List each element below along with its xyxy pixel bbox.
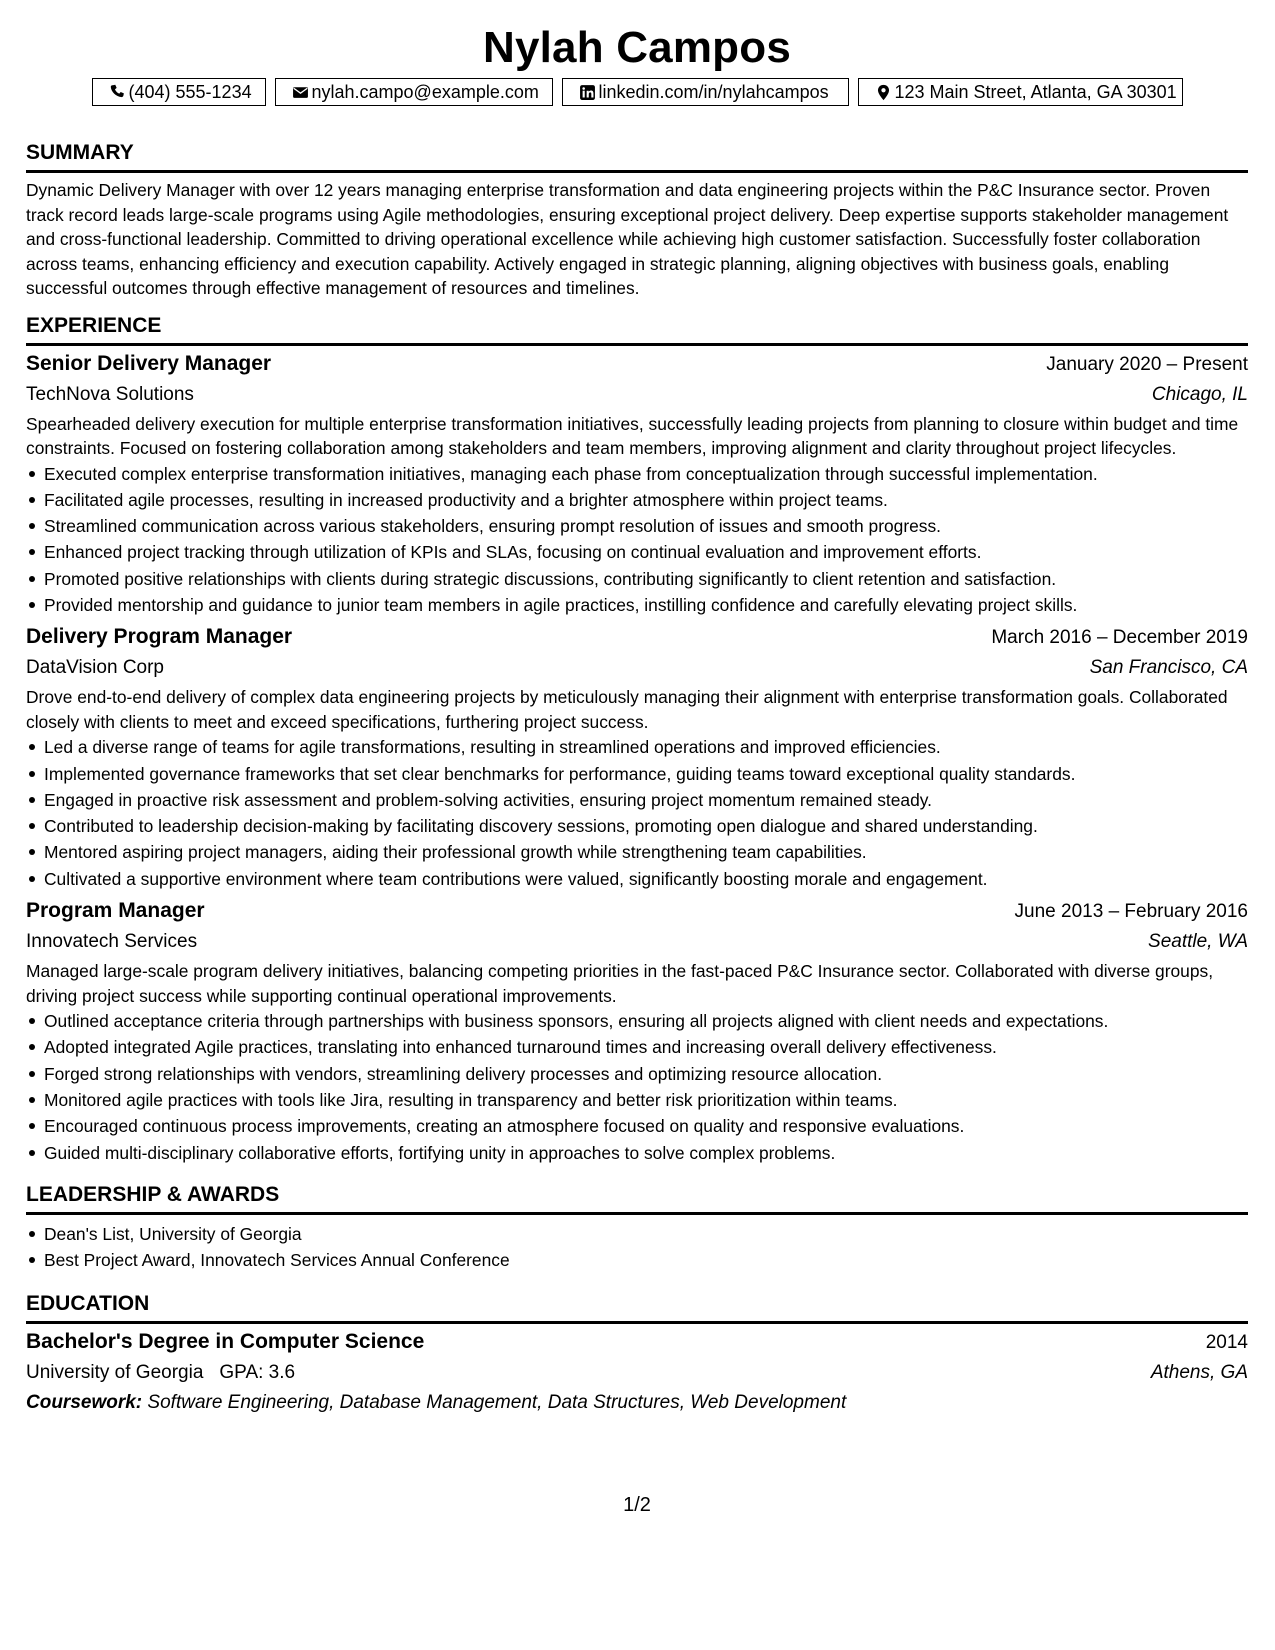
job-header <box>26 622 1248 653</box>
job-location: San Francisco, CA <box>1089 657 1248 679</box>
list-item: Contributed to leadership decision-making by facilitating discovery sessions, promoting open dialogue and shared understanding. <box>44 813 1248 839</box>
coursework-list: Software Engineering, Database Management, Data Structures, Web Development <box>147 1392 847 1414</box>
address-text: 123 Main Street, Atlanta, GA 30301 <box>894 81 1177 102</box>
job-dates: June 2013 – February 2016 <box>1014 901 1248 923</box>
phone-text: (404) 555-1234 <box>128 81 252 102</box>
list-item: Adopted integrated Agile practices, translating into enhanced turnaround times and increasing overall delivery effectiveness. <box>44 1034 1248 1060</box>
list-item: Outlined acceptance criteria through partnerships with business sponsors, ensuring all projects aligned with client needs and expectations. <box>44 1008 1248 1034</box>
job-dates: January 2020 – Present <box>1046 353 1248 375</box>
job-description: Spearheaded delivery execution for multiple enterprise transformation initiatives, successfully leading projects from planning to closure within budget and time constraints. Focused on fostering collaboration among stakeholders and team members, improving alignment and clarity throughout project lifecycles. <box>26 413 1239 458</box>
list-item: Best Project Award, Innovatech Services Annual Conference <box>44 1247 1248 1273</box>
contact-bar <box>26 78 1248 106</box>
gpa: GPA: 3.6 <box>219 1362 296 1384</box>
list-item: Monitored agile practices with tools like Jira, resulting in transparency and better risk prioritization within teams. <box>44 1087 1248 1113</box>
leadership-section <box>26 1182 1248 1274</box>
school-location: Athens, GA <box>1150 1362 1248 1384</box>
list-item: Encouraged continuous process improvements, creating an atmosphere focused on quality and responsive evaluations. <box>44 1113 1248 1139</box>
list-item: Engaged in proactive risk assessment and problem-solving activities, ensuring project momentum remained steady. <box>44 787 1248 813</box>
list-item: Provided mentorship and guidance to junior team members in agile practices, instilling confidence and carefully elevating project skills. <box>44 592 1248 618</box>
job-entry <box>26 349 1248 619</box>
job-subheader <box>26 927 1248 957</box>
map-marker-icon <box>875 84 892 101</box>
list-item: Dean's List, University of Georgia <box>44 1221 1248 1247</box>
candidate-name: Nylah Campos <box>482 23 792 72</box>
job-company: TechNova Solutions <box>26 383 194 405</box>
page-number: 1/2 <box>623 1494 651 1516</box>
list-item: Enhanced project tracking through utilization of KPIs and SLAs, focusing on continual evaluation and improvement efforts. <box>44 539 1248 565</box>
list-item: Forged strong relationships with vendors, streamlining delivery processes and optimizing resource allocation. <box>44 1061 1248 1087</box>
job-location: Chicago, IL <box>1151 383 1248 405</box>
summary-section <box>26 140 1248 301</box>
job-bullets <box>26 461 1248 619</box>
job-dates: March 2016 – December 2019 <box>991 627 1248 649</box>
list-item: Guided multi-disciplinary collaborative efforts, fortifying unity in approaches to solve complex problems. <box>44 1140 1248 1166</box>
job-header <box>26 349 1248 380</box>
contact-phone <box>92 78 266 106</box>
list-item: Implemented governance frameworks that set clear benchmarks for performance, guiding teams toward exceptional quality standards. <box>44 761 1248 787</box>
education-subheader <box>26 1358 1248 1388</box>
linkedin-text: linkedin.com/in/nylahcampos <box>598 81 829 102</box>
resume-page <box>26 0 1248 1650</box>
job-header <box>26 896 1248 927</box>
coursework-label: Coursework: <box>26 1392 143 1414</box>
job-title: Delivery Program Manager <box>26 625 293 649</box>
job-subheader <box>26 653 1248 683</box>
job-company: Innovatech Services <box>26 931 198 953</box>
job-title: Senior Delivery Manager <box>26 351 272 375</box>
list-item: Mentored aspiring project managers, aiding their professional growth while strengthening team capabilities. <box>44 839 1248 865</box>
list-item: Cultivated a supportive environment where team contributions were valued, significantly boosting morale and engagement. <box>44 866 1248 892</box>
education-section <box>26 1291 1248 1418</box>
school-info <box>26 1358 295 1388</box>
section-title-leadership: LEADERSHIP & AWARDS <box>26 1182 1248 1215</box>
list-item: Streamlined communication across various stakeholders, ensuring prompt resolution of issues and smooth progress. <box>44 513 1248 539</box>
job-entry <box>26 896 1248 1166</box>
job-company: DataVision Corp <box>26 657 165 679</box>
contact-address <box>858 78 1183 106</box>
phone-icon <box>109 84 126 101</box>
coursework <box>26 1388 1248 1418</box>
job-bullets <box>26 734 1248 892</box>
job-description: Managed large-scale program delivery initiatives, balancing competing priorities in the fast-paced P&C Insurance sector. Collaborated with diverse groups, driving project success while supporting continual operational improvements. <box>26 961 1214 1006</box>
list-item: Facilitated agile processes, resulting in increased productivity and a brighter atmosphere within project teams. <box>44 487 1248 513</box>
job-subheader <box>26 380 1248 410</box>
job-entry <box>26 622 1248 892</box>
summary-text: Dynamic Delivery Manager with over 12 years managing enterprise transformation and data engineering projects within the P&C Insurance sector. Proven track record leads large-scale programs using Agile methodologies, ensuring exceptional project delivery. Deep expertise supports stakeholder management and cross-functional leadership. Committed to driving operational excellence while achieving high customer satisfaction. Successfully foster collaboration across teams, enhancing efficiency and execution capability. Actively engaged in strategic planning, aligning objectives with business goals, enabling successful outcomes through effective management of resources and timelines. <box>26 180 1229 298</box>
school-name: University of Georgia <box>26 1362 204 1384</box>
email-text: nylah.campo@example.com <box>311 81 539 102</box>
list-item: Promoted positive relationships with clients during strategic discussions, contributing significantly to client retention and satisfaction. <box>44 566 1248 592</box>
section-title-summary: SUMMARY <box>26 140 1248 173</box>
graduation-year: 2014 <box>1205 1332 1248 1354</box>
experience-section <box>26 313 1248 1166</box>
job-bullets <box>26 1008 1248 1166</box>
leadership-list <box>26 1221 1248 1274</box>
degree-title: Bachelor's Degree in Computer Science <box>26 1330 425 1354</box>
contact-linkedin[interactable] <box>562 78 849 106</box>
envelope-icon <box>292 84 309 101</box>
linkedin-icon <box>579 84 596 101</box>
job-description: Drove end-to-end delivery of complex data engineering projects by meticulously managing their alignment with enterprise transformation goals. Collaborated closely with clients to meet and exceed specifications, furthering project success. <box>26 687 1228 732</box>
section-title-experience: EXPERIENCE <box>26 313 1248 346</box>
education-header <box>26 1327 1248 1358</box>
contact-email[interactable] <box>275 78 553 106</box>
section-title-education: EDUCATION <box>26 1291 1248 1324</box>
job-location: Seattle, WA <box>1148 931 1248 953</box>
list-item: Led a diverse range of teams for agile transformations, resulting in streamlined operations and improved efficiencies. <box>44 734 1248 760</box>
job-title: Program Manager <box>26 899 205 923</box>
list-item: Executed complex enterprise transformation initiatives, managing each phase from conceptualization through successful implementation. <box>44 461 1248 487</box>
